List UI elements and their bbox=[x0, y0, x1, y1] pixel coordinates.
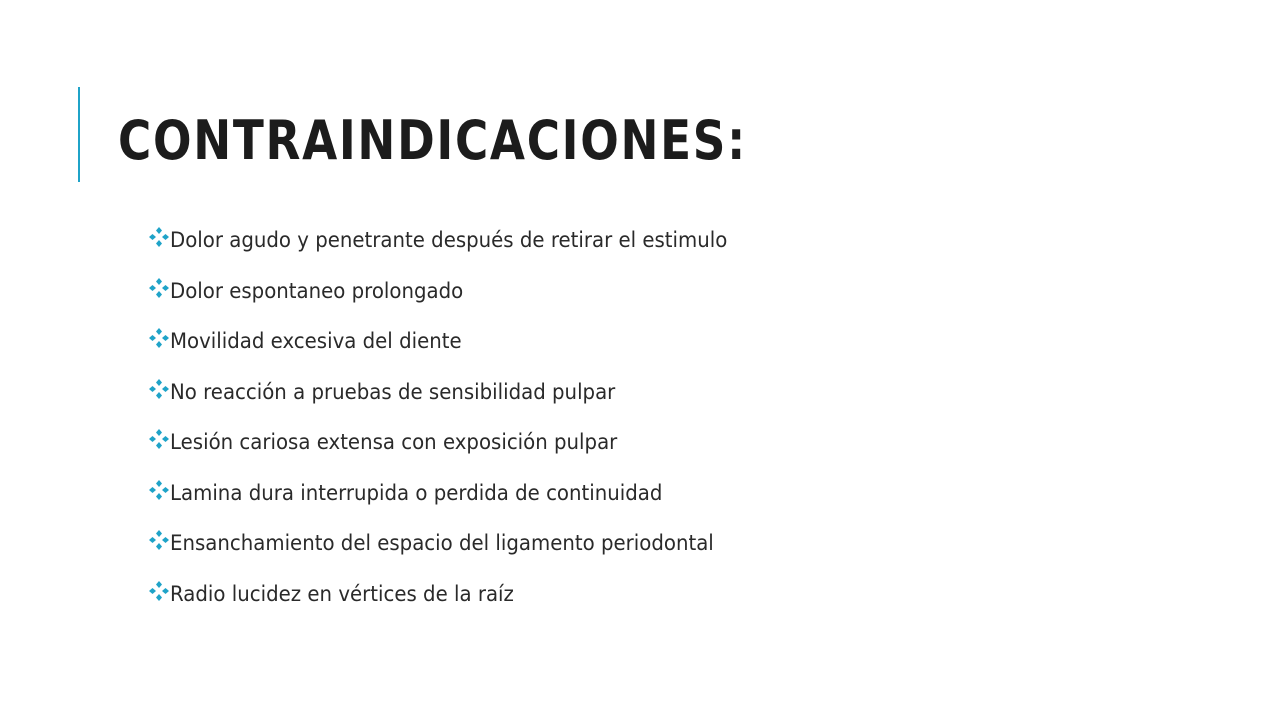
four-diamond-icon bbox=[148, 580, 170, 602]
bullet-text: Lesión cariosa extensa con exposición pulpar bbox=[170, 430, 618, 454]
title-accent-bar bbox=[78, 87, 80, 182]
four-diamond-icon bbox=[148, 226, 170, 248]
four-diamond-icon bbox=[148, 428, 170, 450]
bullet-text: Dolor espontaneo prolongado bbox=[170, 278, 464, 303]
list-item bbox=[148, 376, 763, 427]
bullet-list bbox=[148, 224, 763, 628]
four-diamond-icon bbox=[148, 479, 170, 501]
bullet-text: Ensanchamiento del espacio del ligamento periodontal bbox=[170, 531, 714, 555]
bullet-text: Movilidad excesiva del diente bbox=[170, 329, 462, 353]
list-item bbox=[148, 275, 763, 326]
bullet-text: Dolor agudo y penetrante después de retirar el estimulo bbox=[170, 228, 728, 252]
list-item bbox=[148, 578, 763, 629]
bullet-text: No reacción a pruebas de sensibilidad pulpar bbox=[170, 379, 616, 404]
four-diamond-icon bbox=[148, 277, 170, 299]
list-item bbox=[148, 224, 763, 275]
bullet-text: Lamina dura interrupida o perdida de continuidad bbox=[170, 480, 663, 505]
list-item bbox=[148, 477, 763, 528]
list-item bbox=[148, 426, 763, 477]
list-item bbox=[148, 527, 763, 578]
bullet-text: Radio lucidez en vértices de la raíz bbox=[170, 581, 514, 606]
slide-title: CONTRAINDICACIONES: bbox=[118, 109, 747, 172]
four-diamond-icon bbox=[148, 327, 170, 349]
four-diamond-icon bbox=[148, 378, 170, 400]
list-item bbox=[148, 325, 763, 376]
four-diamond-icon bbox=[148, 529, 170, 551]
